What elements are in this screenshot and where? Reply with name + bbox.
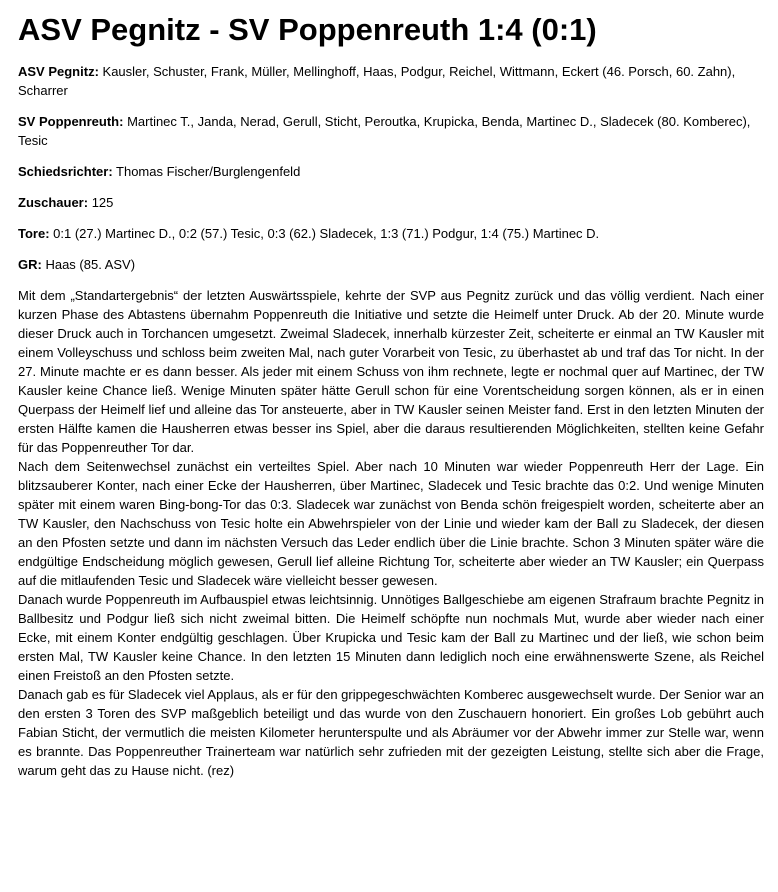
info-label: Zuschauer: [18,195,89,210]
info-label: Tore: [18,226,50,241]
spectators-line [18,193,764,212]
info-value: Haas (85. ASV) [41,257,136,272]
goals-line [18,224,764,243]
report-paragraph-late-game: Danach wurde Poppenreuth im Aufbauspiel etwas leichtsinnig. Unnötiges Ballgeschiebe am eigenen Strafraum brachte Pegnitz in Ballbesitz und Podgur ließ sich nicht zweimal bitten. Die Heimelf schöpfte nun nochmals Mut, wurde aber wieder nach einer Ecke, mit einem Konter endgültig geschlagen. Über Krupicka und Tesic kam der Ball zu Martinec und der ließ, wie schon beim ersten Mal, TW Kausler keine Chance. In den letzten 15 Minuten dann lediglich noch eine erwähnenswerte Szene, als Reichel einen Freistoß an den Pfosten setzte. [18,592,764,683]
info-value: Thomas Fischer/Burglengenfeld [112,164,301,179]
info-value: 125 [88,195,114,210]
lineup-asv-pegnitz [18,62,764,100]
page-title: ASV Pegnitz - SV Poppenreuth 1:4 (0:1) [18,12,597,47]
info-label: ASV Pegnitz: [18,64,99,79]
red-card-line [18,255,764,274]
info-label: Schiedsrichter: [18,164,113,179]
info-label: SV Poppenreuth: [18,114,124,129]
info-value: Kausler, Schuster, Frank, Müller, Mellinghoff, Haas, Podgur, Reichel, Wittmann, Eckert (46. Porsch, 60. Zahn), Scharrer [18,64,736,98]
info-value: 0:1 (27.) Martinec D., 0:2 (57.) Tesic, 0:3 (62.) Sladecek, 1:3 (71.) Podgur, 1:4 (75.) Martinec D. [49,226,600,241]
report-paragraph-first-half: Mit dem „Standartergebnis“ der letzten Auswärtsspiele, kehrte der SVP aus Pegnitz zurück und das völlig verdient. Nach einer kurzen Phase des Abtastens übernahm Poppenreuth die Initiative und setzte die Heimelf unter Druck. Ab der 20. Minute wurde dieser Druck auch in Torchancen umgesetzt. Zweimal Sladecek, innerhalb kürzester Zeit, scheiterte er einmal an TW Kausler mit einem Volleyschuss und schloss beim zweiten Mal, nach guter Vorarbeit von Tesic, zu überhastet ab und traf das Tor nicht. In der 27. Minute machte er es dann besser. Als jeder mit einem Schuss von ihm rechnete, legte er nochmal quer auf Martinec, der TW Kausler keine Chance ließ. Wenige Minuten später hätte Gerull schon für eine Vorentscheidung sorgen können, als er in einen Querpass der Heimelf lief und alleine das Tor ansteuerte, aber in TW Kausler seinen Meister fand. Erst in den letzten Minuten der ersten Hälfte kamen die Hausherren etwas besser ins Spiel, aber die daraus resultierenden Möglichkeiten, stellten keine Gefahr für das Poppenreuther Tor dar. [18,288,764,455]
info-value: Martinec T., Janda, Nerad, Gerull, Sticht, Peroutka, Krupicka, Benda, Martinec D., Sladecek (80. Komberec), Tesic [18,114,751,148]
report-paragraph-closing: Danach gab es für Sladecek viel Applaus, als er für den grippegeschwächten Komberec ausgewechselt wurde. Der Senior war an den ersten 3 Toren des SVP maßgeblich beteiligt und das wurde von den Zuschauern honoriert. Ein großes Lob gebührt auch Fabian Sticht, der vermutlich die meisten Kilometer herunterspulte und als Abräumer vor der Abwehr immer zur Stelle war, wenn es brannte. Das Poppenreuther Trainerteam war natürlich sehr zufrieden mit der gezeigten Leistung, stellte sich aber die Frage, warum geht das zu Hause nicht. (rez) [18,687,764,778]
lineup-sv-poppenreuth [18,112,764,150]
info-label: GR: [18,257,42,272]
report-paragraph-second-half: Nach dem Seitenwechsel zunächst ein verteiltes Spiel. Aber nach 10 Minuten war wieder Poppenreuth Herr der Lage. Ein blitzsauberer Konter, nach einer Ecke der Hausherren, über Martinec, Sladecek und Tesic brachte das 0:2. Und wenige Minuten später mit einem waren Bing-bong-Tor das 0:3. Sladecek war zunächst von Benda schön freigespielt worden, scheiterte aber an TW Kausler, den Nachschuss von Tesic holte ein Abwehrspieler von der Linie und wieder kam der Ball zu Sladecek, der diesen an den Pfosten setzte und dann im nächsten Versuch das Leder endlich über die Linie brachte. Schon 3 Minuten später wäre die endgültige Endscheidung möglich gewesen, Gerull lief alleine Richtung Tor, scheiterte aber wieder an TW Kausler; ein Querpass auf die mitlaufenden Tesic und Sladecek wäre vielleicht besser gewesen. [18,459,764,588]
referee-line [18,162,764,181]
